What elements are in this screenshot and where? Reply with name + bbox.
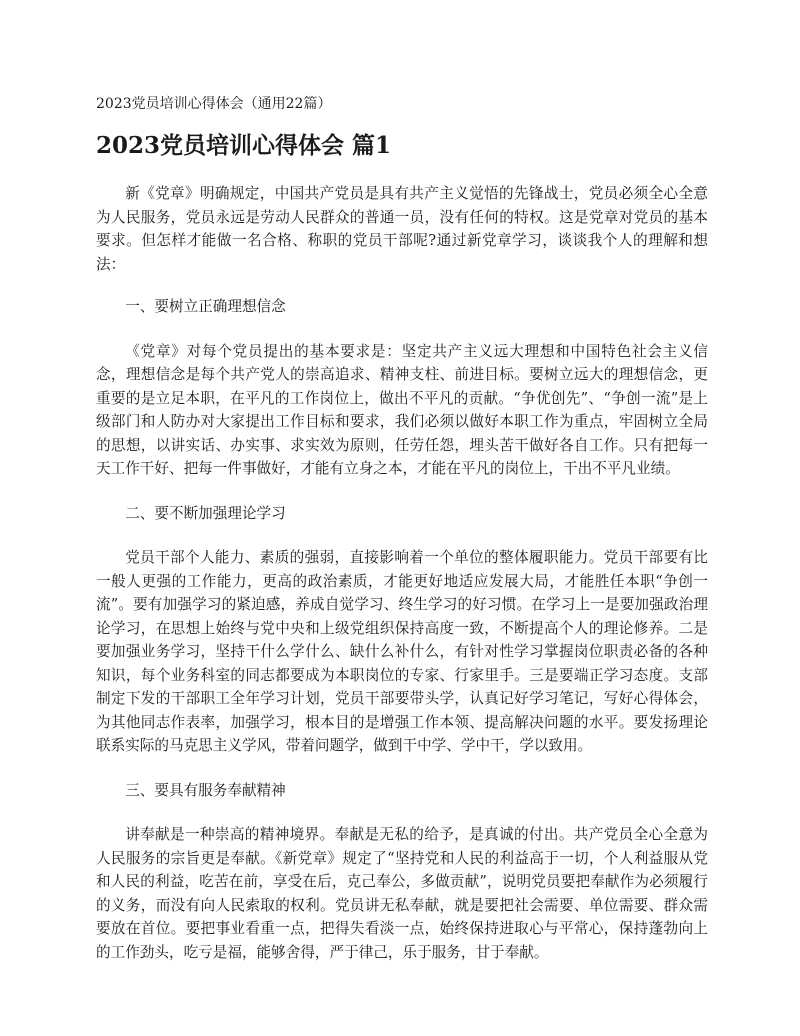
section-3-title: 三、要具有服务奉献精神 bbox=[125, 781, 286, 799]
section-1-body: 《党章》对每个党员提出的基本要求是：坚定共产主义远大理想和中国特色社会主义信念，理想信念是每个共产党人的崇高追求、精神支柱、前进目标。要树立远大的理想信念，更重要的是立足本职，在平凡的工作岗位上，做出不平凡的贡献。“争优创先”、“争创一流”是上级部门和人防办对大家提出工作目标和要求，我们必须以做好本职工作为重点，牢固树立全局的思想，以讲实话、办实事、求实效为原则，任劳任怨，埋头苦干做好各自工作。只有把每一天工作干好、把每一件事做好，才能有立身之本，才能在平凡的岗位上，干出不平凡业绩。 bbox=[96, 342, 708, 477]
section-2-title: 二、要不断加强理论学习 bbox=[125, 504, 286, 522]
article-body bbox=[96, 182, 708, 964]
section-1-title: 一、要树立正确理想信念 bbox=[125, 298, 286, 315]
document-page bbox=[96, 0, 708, 1036]
section-3-body: 讲奉献是一种崇高的精神境界。奉献是无私的给予，是真诚的付出。共产党员全心全意为人民服务的宗旨更是奉献。《新党章》规定了“坚持党和人民的利益高于一切，个人利益服从党和人民的利益，吃苦在前，享受在后，克己奉公，多做贡献”，说明党员要把奉献作为必须履行的义务，而没有向人民索取的权利。党员讲无私奉献，就是要把社会需要、单位需要、群众需要放在首位。要把事业看重一点，把得失看淡一点，始终保持进取心与平常心，保持蓬勃向上的工作劲头，吃亏是福，能够舍得，严于律己，乐于服务，甘于奉献。 bbox=[96, 826, 708, 961]
article-heading: 2023党员培训心得体会 篇1 bbox=[96, 132, 392, 159]
document-title: 2023党员培训心得体会（通用22篇） bbox=[96, 96, 332, 112]
section-2-body: 党员干部个人能力、素质的强弱，直接影响着一个单位的整体履职能力。党员干部要有比一般人更强的工作能力，更高的政治素质，才能更好地适应发展大局，才能胜任本职“争创一流”。要有加强学习的紧迫感，养成自觉学习、终生学习的好习惯。在学习上一是要加强政治理论学习，在思想上始终与党中央和上级党组织保持高度一致，不断提高个人的理论修养。二是要加强业务学习，坚持干什么学什么、缺什么补什么，有针对性学习掌握岗位职责必备的各种知识，每个业务科室的同志都要成为本职岗位的专家、行家里手。三是要端正学习态度。支部制定下发的干部职工全年学习计划，党员干部要带头学，认真记好学习笔记，写好心得体会，为其他同志作表率，加强学习，根本目的是增强工作本领、提高解决问题的水平。要发扬理论联系实际的马克思主义学风，带着问题学，做到干中学、学中干，学以致用。 bbox=[96, 549, 708, 754]
intro-paragraph: 新《党章》明确规定，中国共产党员是具有共产主义觉悟的先锋战士，党员必须全心全意为人民服务，党员永远是劳动人民群众的普通一员，没有任何的特权。这是党章对党员的基本要求。但怎样才能做一名合格、称职的党员干部呢?通过新党章学习，谈谈我个人的理解和想法： bbox=[96, 185, 708, 273]
